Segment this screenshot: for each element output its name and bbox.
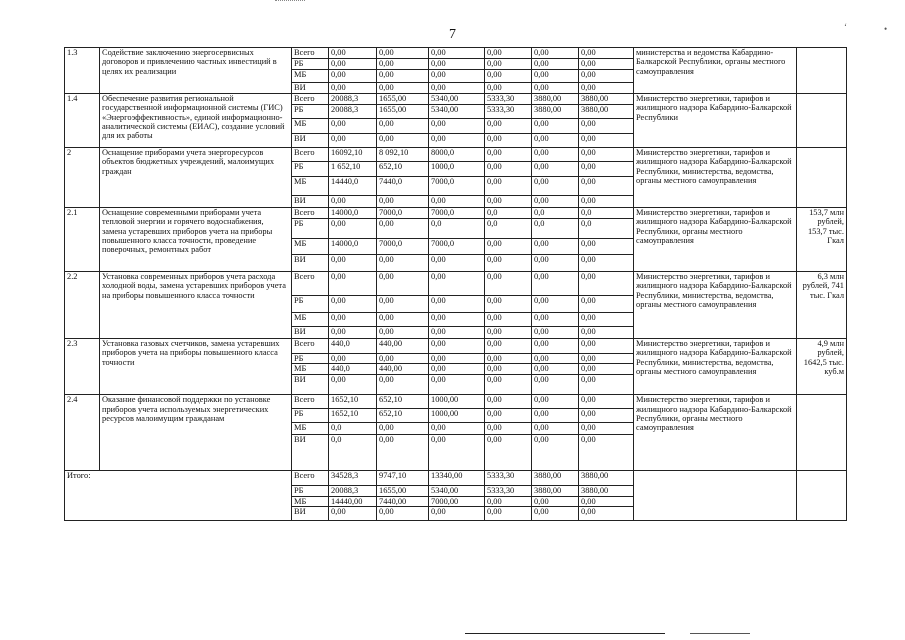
amount-cell: 0,00: [485, 119, 532, 134]
amount-cell: 0,00: [329, 327, 377, 339]
amount-cell: 0,00: [377, 48, 429, 59]
amount-cell: 440,0: [329, 364, 377, 375]
amount-cell: 0,0: [532, 208, 579, 219]
amount-cell: 0,0: [429, 219, 485, 239]
amount-cell: 7440,0: [377, 177, 429, 196]
executor-cell: Министерство энергетики, тарифов и жилищного надзора Кабардино-Балкарской Республики, органы местного самоуправления: [634, 208, 797, 272]
amount-cell: 20088,3: [329, 94, 377, 105]
amount-cell: 0,00: [485, 375, 532, 395]
table-row: [65, 395, 847, 409]
amount-cell: 0,00: [329, 296, 377, 313]
amount-cell: 1000,00: [429, 409, 485, 423]
amount-cell: 0,00: [429, 70, 485, 83]
amount-cell: 3880,00: [579, 105, 634, 119]
amount-cell: 0,00: [429, 119, 485, 134]
amount-cell: 440,00: [377, 339, 429, 354]
amount-cell: 0,00: [532, 506, 579, 520]
amount-cell: 0,00: [329, 255, 377, 272]
amount-cell: 7000,0: [429, 208, 485, 219]
funding-source: Всего: [292, 471, 329, 486]
activity-title: Обеспечение развития региональной государственной информационной системы (ГИС) «Энергоэффективность», единой информационно-аналитической системы (ЕИАС), создание условий для их работы: [100, 94, 292, 148]
amount-cell: 0,00: [579, 506, 634, 520]
amount-cell: 0,00: [329, 134, 377, 148]
row-number: 2.4: [65, 395, 100, 471]
amount-cell: 0,00: [485, 296, 532, 313]
result-cell: 4,9 млн рублей, 1642,5 тыс. куб.м: [797, 339, 847, 395]
funding-source: ВИ: [292, 134, 329, 148]
activity-title: Оснащение приборами учета энергоресурсов объектов бюджетных учреждений, малоимущих граждан: [100, 148, 292, 208]
amount-cell: 0,00: [377, 435, 429, 471]
amount-cell: 3880,00: [579, 486, 634, 496]
amount-cell: 1655,00: [377, 94, 429, 105]
funding-source: Всего: [292, 48, 329, 59]
footer-line: [465, 633, 665, 634]
amount-cell: 0,00: [329, 219, 377, 239]
amount-cell: 0,00: [579, 59, 634, 70]
amount-cell: 5340,00: [429, 94, 485, 105]
amount-cell: 0,00: [485, 327, 532, 339]
amount-cell: 0,00: [579, 134, 634, 148]
budget-table: [64, 47, 847, 521]
amount-cell: 0,00: [532, 70, 579, 83]
amount-cell: 0,00: [532, 148, 579, 162]
amount-cell: 0,00: [377, 313, 429, 327]
funding-source: Всего: [292, 94, 329, 105]
result-cell: 153,7 млн рублей, 153,7 тыс. Гкал: [797, 208, 847, 272]
amount-cell: 5340,00: [429, 486, 485, 496]
funding-source: МБ: [292, 119, 329, 134]
amount-cell: 0,0: [329, 423, 377, 435]
amount-cell: 0,00: [329, 70, 377, 83]
funding-source: ВИ: [292, 83, 329, 94]
amount-cell: 0,00: [579, 375, 634, 395]
executor-cell: Министерство энергетики, тарифов и жилищного надзора Кабардино-Балкарской Республики: [634, 94, 797, 148]
funding-source: ВИ: [292, 196, 329, 208]
funding-source: МБ: [292, 177, 329, 196]
amount-cell: 0,0: [329, 435, 377, 471]
amount-cell: 3880,00: [532, 471, 579, 486]
amount-cell: 0,00: [532, 239, 579, 255]
amount-cell: 0,00: [485, 313, 532, 327]
amount-cell: 0,00: [532, 83, 579, 94]
amount-cell: 0,00: [532, 272, 579, 296]
amount-cell: 0,00: [485, 177, 532, 196]
total-label: Итого:: [65, 471, 292, 521]
amount-cell: 440,0: [329, 339, 377, 354]
funding-source: МБ: [292, 364, 329, 375]
amount-cell: 0,00: [532, 59, 579, 70]
row-number: 1.4: [65, 94, 100, 148]
funding-source: РБ: [292, 296, 329, 313]
amount-cell: 0,00: [485, 134, 532, 148]
amount-cell: 0,00: [532, 313, 579, 327]
funding-source: ВИ: [292, 327, 329, 339]
amount-cell: 0,00: [579, 395, 634, 409]
scan-dot: •: [884, 24, 888, 34]
amount-cell: 0,00: [579, 255, 634, 272]
amount-cell: 0,00: [329, 59, 377, 70]
row-number: 2.2: [65, 272, 100, 339]
amount-cell: 7000,00: [429, 496, 485, 506]
amount-cell: 5333,30: [485, 105, 532, 119]
amount-cell: 7000,0: [429, 239, 485, 255]
amount-cell: 0,00: [377, 119, 429, 134]
amount-cell: 3880,00: [579, 94, 634, 105]
amount-cell: 0,00: [579, 272, 634, 296]
amount-cell: 0,0: [532, 219, 579, 239]
amount-cell: 0,00: [532, 177, 579, 196]
amount-cell: 0,00: [532, 196, 579, 208]
amount-cell: 0,00: [485, 48, 532, 59]
amount-cell: 0,00: [579, 354, 634, 364]
funding-source: ВИ: [292, 435, 329, 471]
amount-cell: 0,00: [377, 83, 429, 94]
result-cell: [797, 471, 847, 521]
table-row: [65, 471, 847, 486]
funding-source: РБ: [292, 105, 329, 119]
amount-cell: 0,00: [579, 435, 634, 471]
executor-cell: Министерство энергетики, тарифов и жилищного надзора Кабардино-Балкарской Республики, министерства, ведомства, органы местного самоуправления: [634, 339, 797, 395]
funding-source: ВИ: [292, 506, 329, 520]
amount-cell: 0,00: [429, 59, 485, 70]
amount-cell: 0,00: [485, 272, 532, 296]
amount-cell: 0,00: [485, 409, 532, 423]
amount-cell: 0,00: [485, 148, 532, 162]
result-cell: [797, 48, 847, 94]
amount-cell: 0,00: [329, 313, 377, 327]
amount-cell: 0,00: [485, 423, 532, 435]
amount-cell: 0,00: [329, 196, 377, 208]
amount-cell: 0,00: [579, 196, 634, 208]
activity-title: Установка современных приборов учета расхода холодной воды, замена устаревших приборов учета на приборы повышенного класса точности: [100, 272, 292, 339]
result-cell: [797, 395, 847, 471]
amount-cell: 0,00: [377, 70, 429, 83]
amount-cell: 1655,00: [377, 105, 429, 119]
amount-cell: 0,00: [429, 375, 485, 395]
amount-cell: 0,00: [377, 196, 429, 208]
amount-cell: 0,00: [532, 339, 579, 354]
table-body: [65, 48, 847, 521]
amount-cell: 7440,00: [377, 496, 429, 506]
funding-source: РБ: [292, 219, 329, 239]
executor-cell: Министерство энергетики, тарифов и жилищного надзора Кабардино-Балкарской Республики, органы местного самоуправления: [634, 395, 797, 471]
amount-cell: 0,00: [429, 435, 485, 471]
amount-cell: 0,00: [429, 364, 485, 375]
executor-cell: министерства и ведомства Кабардино-Балкарской Республики, органы местного самоуправления: [634, 48, 797, 94]
amount-cell: 0,00: [377, 506, 429, 520]
amount-cell: 0,00: [377, 375, 429, 395]
funding-source: РБ: [292, 486, 329, 496]
funding-source: МБ: [292, 313, 329, 327]
amount-cell: 0,00: [579, 239, 634, 255]
amount-cell: 1652,10: [329, 395, 377, 409]
amount-cell: 0,00: [485, 339, 532, 354]
amount-cell: 0,00: [532, 409, 579, 423]
amount-cell: 3880,00: [532, 94, 579, 105]
funding-source: Всего: [292, 339, 329, 354]
amount-cell: 0,00: [485, 162, 532, 177]
amount-cell: 0,00: [377, 272, 429, 296]
funding-source: Всего: [292, 148, 329, 162]
amount-cell: 0,00: [429, 339, 485, 354]
amount-cell: 0,00: [579, 148, 634, 162]
funding-source: ВИ: [292, 255, 329, 272]
amount-cell: 1000,00: [429, 395, 485, 409]
amount-cell: 3880,00: [532, 486, 579, 496]
amount-cell: 9747,10: [377, 471, 429, 486]
amount-cell: 0,00: [579, 48, 634, 59]
amount-cell: 1000,0: [429, 162, 485, 177]
amount-cell: 5333,30: [485, 94, 532, 105]
row-number: 2.3: [65, 339, 100, 395]
amount-cell: 7000,0: [429, 177, 485, 196]
amount-cell: 8 092,10: [377, 148, 429, 162]
amount-cell: 652,10: [377, 409, 429, 423]
amount-cell: 0,00: [485, 435, 532, 471]
amount-cell: 34528,3: [329, 471, 377, 486]
amount-cell: 0,00: [579, 162, 634, 177]
amount-cell: 0,00: [377, 354, 429, 364]
amount-cell: 0,00: [377, 255, 429, 272]
amount-cell: 0,00: [377, 59, 429, 70]
amount-cell: 0,00: [377, 423, 429, 435]
amount-cell: 0,00: [485, 239, 532, 255]
amount-cell: 0,0: [485, 219, 532, 239]
amount-cell: 5333,30: [485, 486, 532, 496]
row-number: 2.1: [65, 208, 100, 272]
row-number: 1.3: [65, 48, 100, 94]
scan-artifact: [275, 0, 305, 4]
amount-cell: 0,00: [429, 313, 485, 327]
amount-cell: 0,00: [429, 354, 485, 364]
amount-cell: 0,00: [329, 119, 377, 134]
table-row: [65, 208, 847, 219]
executor-cell: Министерство энергетики, тарифов и жилищного надзора Кабардино-Балкарской Республики, министерства, ведомства, органы местного самоуправления: [634, 272, 797, 339]
amount-cell: 0,0: [485, 208, 532, 219]
amount-cell: 20088,3: [329, 486, 377, 496]
amount-cell: 0,00: [532, 496, 579, 506]
funding-source: РБ: [292, 162, 329, 177]
amount-cell: 0,00: [532, 364, 579, 375]
amount-cell: 1652,10: [329, 409, 377, 423]
amount-cell: 0,00: [429, 272, 485, 296]
table-row: [65, 339, 847, 354]
amount-cell: 0,00: [532, 296, 579, 313]
amount-cell: 0,00: [485, 395, 532, 409]
funding-source: МБ: [292, 496, 329, 506]
amount-cell: 0,0: [579, 219, 634, 239]
amount-cell: 0,00: [579, 83, 634, 94]
activity-title: Оказание финансовой поддержки по установке приборов учета используемых энергетических ресурсов малоимущим гражданам: [100, 395, 292, 471]
amount-cell: 0,00: [485, 506, 532, 520]
amount-cell: 0,00: [532, 162, 579, 177]
amount-cell: 440,00: [377, 364, 429, 375]
page-number: 7: [449, 27, 456, 42]
footer-line-2: [690, 633, 750, 634]
amount-cell: 0,00: [329, 506, 377, 520]
amount-cell: 14000,0: [329, 239, 377, 255]
amount-cell: 0,00: [485, 196, 532, 208]
amount-cell: 0,00: [485, 83, 532, 94]
amount-cell: 0,00: [532, 134, 579, 148]
amount-cell: 16092,10: [329, 148, 377, 162]
amount-cell: 0,00: [429, 506, 485, 520]
funding-source: РБ: [292, 409, 329, 423]
amount-cell: 0,00: [532, 354, 579, 364]
amount-cell: 0,00: [429, 83, 485, 94]
amount-cell: 0,00: [532, 435, 579, 471]
amount-cell: 0,00: [579, 296, 634, 313]
activity-title: Установка газовых счетчиков, замена устаревших приборов учета на приборы повышенного класса точности: [100, 339, 292, 395]
executor-cell: [634, 471, 797, 521]
amount-cell: 0,00: [429, 423, 485, 435]
amount-cell: 20088,3: [329, 105, 377, 119]
amount-cell: 0,00: [429, 296, 485, 313]
table-row: [65, 148, 847, 162]
amount-cell: 7000,0: [377, 239, 429, 255]
activity-title: Оснащение современными приборами учета тепловой энергии и горячего водоснабжения, замена устаревших приборов учета на приборы повышенного класса точности, проведение поверочных, ремонтных работ: [100, 208, 292, 272]
amount-cell: 0,00: [429, 255, 485, 272]
amount-cell: 14440,00: [329, 496, 377, 506]
row-number: 2: [65, 148, 100, 208]
amount-cell: 0,00: [377, 296, 429, 313]
amount-cell: 0,00: [579, 70, 634, 83]
table-row: [65, 272, 847, 296]
amount-cell: 0,00: [377, 219, 429, 239]
amount-cell: 0,00: [532, 375, 579, 395]
amount-cell: 3880,00: [579, 471, 634, 486]
amount-cell: 0,00: [485, 255, 532, 272]
amount-cell: 0,00: [329, 83, 377, 94]
amount-cell: 5333,30: [485, 471, 532, 486]
amount-cell: 0,00: [532, 423, 579, 435]
amount-cell: 0,00: [429, 327, 485, 339]
amount-cell: 0,00: [579, 313, 634, 327]
result-cell: [797, 148, 847, 208]
amount-cell: 0,00: [485, 70, 532, 83]
funding-source: МБ: [292, 423, 329, 435]
amount-cell: 14000,0: [329, 208, 377, 219]
amount-cell: 0,00: [532, 119, 579, 134]
amount-cell: 7000,0: [377, 208, 429, 219]
amount-cell: 0,00: [485, 496, 532, 506]
amount-cell: 0,00: [429, 134, 485, 148]
funding-source: Всего: [292, 208, 329, 219]
amount-cell: 652,10: [377, 162, 429, 177]
table-row: [65, 48, 847, 59]
amount-cell: 0,00: [579, 423, 634, 435]
amount-cell: 3880,00: [532, 105, 579, 119]
funding-source: МБ: [292, 239, 329, 255]
amount-cell: 0,00: [579, 177, 634, 196]
scan-mark: ‘: [844, 22, 847, 32]
result-cell: [797, 94, 847, 148]
amount-cell: 0,00: [579, 327, 634, 339]
amount-cell: 0,00: [579, 496, 634, 506]
funding-source: РБ: [292, 59, 329, 70]
amount-cell: 0,00: [429, 196, 485, 208]
amount-cell: 0,00: [429, 48, 485, 59]
amount-cell: 13340,00: [429, 471, 485, 486]
amount-cell: 0,00: [329, 354, 377, 364]
amount-cell: 0,00: [579, 339, 634, 354]
funding-source: Всего: [292, 395, 329, 409]
funding-source: Всего: [292, 272, 329, 296]
amount-cell: 14440,0: [329, 177, 377, 196]
activity-title: Содействие заключению энергосервисных договоров и привлечению частных инвестиций в целях их реализации: [100, 48, 292, 94]
amount-cell: 0,0: [579, 208, 634, 219]
amount-cell: 5340,00: [429, 105, 485, 119]
amount-cell: 8000,0: [429, 148, 485, 162]
amount-cell: 0,00: [532, 255, 579, 272]
table-row: [65, 94, 847, 105]
amount-cell: 0,00: [377, 134, 429, 148]
amount-cell: 0,00: [485, 364, 532, 375]
amount-cell: 0,00: [532, 327, 579, 339]
amount-cell: 0,00: [532, 48, 579, 59]
amount-cell: 0,00: [485, 354, 532, 364]
amount-cell: 0,00: [532, 395, 579, 409]
amount-cell: 1 652,10: [329, 162, 377, 177]
amount-cell: 0,00: [329, 272, 377, 296]
executor-cell: Министерство энергетики, тарифов и жилищного надзора Кабардино-Балкарской Республики, министерства, ведомства, органы местного самоуправления: [634, 148, 797, 208]
amount-cell: 0,00: [485, 59, 532, 70]
amount-cell: 0,00: [579, 409, 634, 423]
amount-cell: 652,10: [377, 395, 429, 409]
amount-cell: 1655,00: [377, 486, 429, 496]
funding-source: РБ: [292, 354, 329, 364]
amount-cell: 0,00: [579, 364, 634, 375]
amount-cell: 0,00: [377, 327, 429, 339]
funding-source: МБ: [292, 70, 329, 83]
funding-source: ВИ: [292, 375, 329, 395]
amount-cell: 0,00: [579, 119, 634, 134]
amount-cell: 0,00: [329, 48, 377, 59]
result-cell: 6,3 млн рублей, 741 тыс. Гкал: [797, 272, 847, 339]
amount-cell: 0,00: [329, 375, 377, 395]
